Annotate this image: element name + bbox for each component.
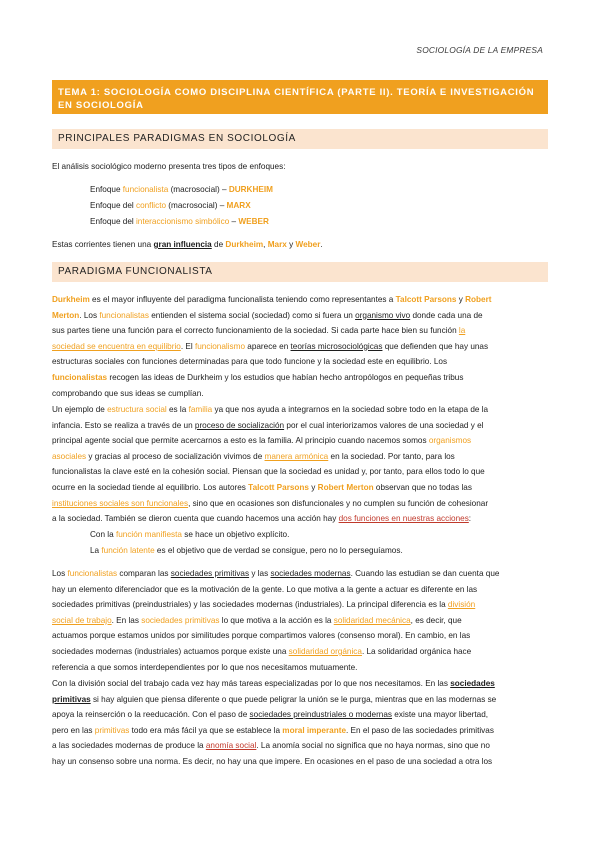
text-run: Durkheim [52, 295, 90, 304]
text-run: la [458, 326, 466, 336]
text-run: existe una mayor libertad, [392, 710, 489, 720]
text-run: . En el paso de las sociedades primitivas [346, 725, 494, 735]
approach-item-symbolic [90, 214, 269, 230]
text-run: sociedades [450, 679, 495, 688]
text-line [52, 692, 548, 708]
text-run: sociedades modernas (industriales) actuamos porque existe una [52, 646, 289, 656]
text-run: funcionalismo [194, 341, 245, 351]
author-name: Marx [267, 240, 287, 249]
function-item-manifest [90, 527, 289, 543]
text-run: , [263, 240, 268, 249]
text-run: observan que no todas las [373, 482, 472, 492]
text-run: . [320, 240, 323, 249]
text-run: solidaridad mecánica [333, 615, 411, 625]
text-run: sociedades primitivas (preindustriales) y las sociedades modernas (industriales). La principal diferencia es la [52, 600, 448, 610]
text-run: , es decir, que [410, 615, 462, 625]
text-run: solidaridad orgánica [288, 646, 362, 656]
text-run: . Cuando las estudian se dan cuenta que [350, 569, 500, 578]
text-run: a las sociedades modernas de produce la [52, 741, 206, 751]
section-heading-paradigms: PRINCIPALES PARADIGMAS EN SOCIOLOGÍA [52, 129, 548, 149]
text-run: y [456, 295, 466, 304]
approach-mid: (macrosocial) – [168, 185, 229, 194]
approach-author: WEBER [238, 217, 269, 226]
text-line [52, 566, 548, 582]
text-run: Con la división social del trabajo cada vez hay más tareas especializadas por lo que nos necesitamos. En las [52, 679, 451, 688]
approach-key: conflicto [135, 201, 167, 210]
text-run: anomía social [205, 741, 257, 751]
text-run: sus partes tiene una función para el correcto funcionamiento de la sociedad. Si cada parte hace bien su función [52, 326, 459, 336]
text-run: . El [180, 341, 195, 351]
approach-mid: – [229, 217, 239, 226]
text-run: donde cada una de [410, 310, 483, 320]
text-run: Robert [465, 295, 492, 304]
approach-key: interaccionismo simbólico [135, 217, 230, 226]
approach-item-conflict [90, 198, 251, 214]
text-run: es la [166, 405, 189, 414]
function-item-latent [90, 543, 403, 559]
approach-mid: (macrosocial) – [166, 201, 227, 210]
text-run: : [468, 514, 472, 524]
text-run: Los [52, 569, 68, 578]
text-line [52, 511, 548, 527]
text-line [52, 738, 548, 754]
text-line [52, 676, 548, 692]
text-run: instituciones sociales son funcionales [52, 498, 189, 508]
text-line [52, 480, 548, 496]
text-run: de [211, 240, 226, 249]
text-run: todo era más fácil ya que se establece la [129, 725, 283, 735]
text-run: Robert Merton [317, 482, 374, 492]
text-line [52, 339, 548, 355]
text-run: . La anomía social no significa que no haya normas, sino que no [256, 741, 490, 751]
text-line: funcionalistas la clave esté en la cohesión social. Piensan que la sociedad es unidad y, por tanto, para ellos todo lo que [52, 467, 485, 477]
text-run: entienden el sistema social (sociedad) como si fuera un [148, 310, 356, 320]
text-line [52, 308, 548, 324]
approach-prefix: Enfoque [90, 185, 123, 194]
text-run: primitivas [94, 725, 130, 735]
approach-prefix: Enfoque del [90, 201, 136, 210]
text-line: referencia a que somos interdependientes por lo que nos necesitamos mutuamente. [52, 662, 358, 672]
text-run: dos funciones en nuestras acciones [338, 514, 469, 524]
text-line: hay un consenso sobre una norma. Es decir, no hay una que impere. En ocasiones en el paso de una sociedad a otra los [52, 756, 493, 766]
section-heading-functionalist: PARADIGMA FUNCIONALISTA [52, 262, 548, 282]
text-line: estructuras sociales con funciones determinadas para que todo funcione y la sociedad este en equilibrio. Los [52, 357, 448, 367]
text-run: comparan las [117, 569, 171, 578]
text-run: sociedades modernas [270, 569, 351, 578]
text-run: ocurre en la sociedad tiende al equilibrio. Los autores [52, 482, 249, 492]
approach-author: MARX [226, 201, 251, 210]
text-line [52, 449, 548, 465]
text-run: organismo vivo [355, 310, 411, 320]
text-run: apoya la reinserción o la reeducación. Con el paso de [52, 710, 250, 720]
text-line: actuamos porque estamos unidos por similitudes porque compartimos valores (consenso moral). En cambio, en las [52, 631, 471, 641]
text-run: familia [188, 405, 213, 414]
text-line [52, 723, 548, 739]
text-run: recogen las ideas de Durkheim y los estudios que habían hecho antropólogos en pequeñas tribus [107, 372, 464, 382]
text-run: social de trabajo [52, 615, 112, 625]
text-run: asociales [52, 451, 87, 461]
text-run: aparece en [245, 341, 291, 351]
text-run: Un ejemplo de [52, 405, 108, 414]
text-run: Talcott Parsons [395, 295, 457, 304]
text-run: es el mayor influyente del paradigma funcionalista teniendo como representantes a [89, 295, 396, 304]
text-run: teorías microsociológicas [290, 341, 383, 351]
text-run: , sino que en ocasiones son disfuncionales y no cumplen su función de cohesionar [188, 498, 489, 508]
text-run: . Los [79, 310, 100, 320]
text-run: a la sociedad. También se dieron cuenta que cuando hacemos una acción hay [52, 514, 339, 524]
text-run: La [90, 546, 102, 555]
text-run: Estas corrientes tienen una [52, 240, 154, 249]
text-run: funcionalistas [99, 310, 149, 320]
text-run: infancia. Esto se realiza a través de un [52, 420, 195, 430]
text-line [52, 402, 548, 418]
text-run: ya que nos ayuda a integrarnos en la sociedad sobre todo en la etapa de la [212, 405, 489, 414]
paragraph-societies-comparison [52, 566, 548, 675]
text-run: sociedades preindustriales o modernas [249, 710, 393, 720]
text-line [52, 496, 548, 512]
text-line: hay un elemento diferenciador que es la motivación de la gente. Lo que motiva a la gente a actuar es diferente en las [52, 584, 478, 594]
text-run: proceso de socialización [194, 420, 285, 430]
intro-paragraph: El análisis sociológico moderno presenta tres tipos de enfoques: [52, 162, 286, 171]
text-line [52, 418, 548, 434]
text-line [52, 613, 548, 629]
text-run: función latente [101, 546, 155, 555]
text-run: división [447, 600, 476, 610]
text-run: y [286, 240, 296, 249]
approach-prefix: Enfoque del [90, 217, 136, 226]
text-run: . La solidaridad orgánica hace [361, 646, 472, 656]
text-run: sociedades primitivas [170, 569, 250, 578]
approach-author: DURKHEIM [228, 185, 273, 194]
chapter-title: TEMA 1: SOCIOLOGÍA COMO DISCIPLINA CIENTÍFICA (PARTE II). TEORÍA E INVESTIGACIÓN EN SOCIOLOGÍA [58, 87, 535, 111]
text-run: función manifiesta [115, 530, 182, 539]
text-run: lo que motiva a la acción es la [219, 615, 334, 625]
text-line [52, 433, 548, 449]
text-run: y las [249, 569, 271, 578]
text-run: primitivas [52, 694, 91, 704]
text-line [52, 370, 548, 386]
text-line [52, 644, 548, 660]
text-run: Merton [52, 310, 80, 320]
text-line [52, 707, 548, 723]
author-name: Weber [295, 240, 321, 249]
currents-paragraph [52, 237, 548, 253]
text-run: por el cual interiorizamos valores de una sociedad y el [284, 420, 484, 430]
paragraph-division-of-labour [52, 676, 548, 770]
text-run: principal agente social que permite acercarnos a esto es la familia. Al principio cuando nacemos somos [52, 436, 429, 446]
chapter-title-bar [52, 80, 548, 114]
text-run: si hay alguien que piensa diferente o que puede peligrar la unión se le purga, mientras que en las modernas se [90, 694, 497, 704]
text-run: sociedades primitivas [141, 615, 220, 625]
paragraph-functionalism-intro [52, 292, 548, 401]
text-run: se hace un objetivo explícito. [181, 530, 290, 539]
text-run: gran influencia [153, 240, 212, 249]
text-run: estructura social [107, 405, 167, 414]
text-run: y gracias al proceso de socialización vivimos de [86, 451, 265, 461]
text-run: organismos [428, 436, 472, 446]
text-run: manera armónica [264, 451, 329, 461]
text-run: y [309, 482, 318, 492]
text-run: en la sociedad. Por tanto, para los [328, 451, 455, 461]
text-run: moral imperante [282, 725, 346, 735]
text-run: . En las [111, 615, 142, 625]
text-line: comprobando que sus ideas se cumplían. [52, 388, 204, 398]
text-run: que defienden que hay unas [382, 341, 489, 351]
text-line [52, 597, 548, 613]
text-run: Con la [90, 530, 116, 539]
text-line [52, 323, 548, 339]
author-name: Durkheim [225, 240, 264, 249]
text-run: pero en las [52, 725, 95, 735]
running-header: SOCIOLOGÍA DE LA EMPRESA [416, 45, 543, 55]
text-run: sociedad se encuentra en equilibrio [52, 341, 181, 351]
paragraph-social-structure [52, 402, 548, 527]
text-run: funcionalistas [67, 569, 118, 578]
approach-item-functionalist [90, 182, 273, 198]
text-run: funcionalistas [52, 372, 108, 382]
text-run: Talcott Parsons [248, 482, 309, 492]
text-line [52, 292, 548, 308]
text-run: es el objetivo que de verdad se consigue, pero no lo perseguíamos. [154, 546, 403, 555]
approach-key: funcionalista [122, 185, 169, 194]
